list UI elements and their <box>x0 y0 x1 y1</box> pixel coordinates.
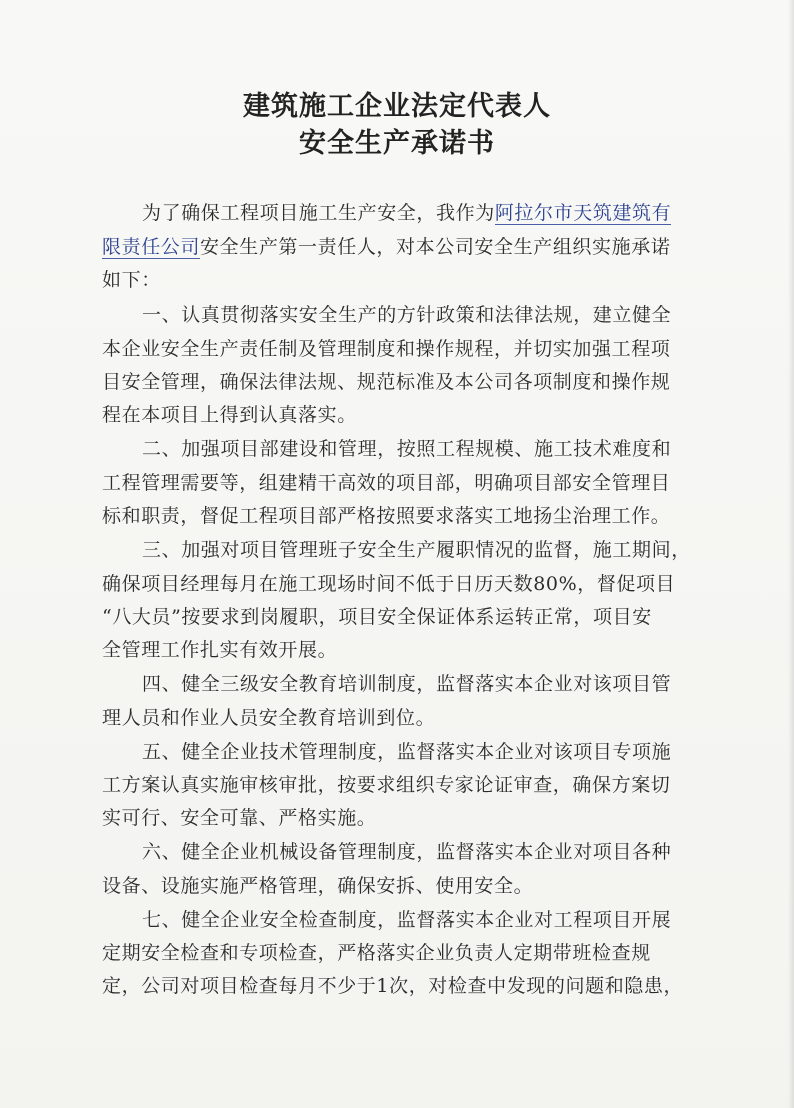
intro-prefix: 为了确保工程项目施工生产安全，我作为 <box>142 202 495 224</box>
body-line: 标和职责，督促工程项目部严格按照要求落实工地扬尘治理工作。 <box>102 505 671 527</box>
body-line: 三、加强对项目管理班子安全生产履职情况的监督，施工期间， <box>142 539 691 561</box>
body-line: 定期安全检查和专项检查，严格落实企业负责人定期带班检查规 <box>102 942 651 964</box>
body-line: 程在本项目上得到认真落实。 <box>102 404 357 426</box>
body-line: 定，公司对项目检查每月不少于1次，对检查中发现的问题和隐患， <box>102 975 684 997</box>
body-line: 确保项目经理每月在施工现场时间不低于日历天数80%，督促项目 <box>102 573 676 595</box>
body-line: 本企业安全生产责任制及管理制度和操作规程，并切实加强工程项 <box>102 338 671 360</box>
body-line: 一、认真贯彻落实安全生产的方针政策和法律法规，建立健全 <box>142 304 672 326</box>
body-line: 目安全管理，确保法律法规、规范标准及本公司各项制度和操作规 <box>102 371 671 393</box>
body-line: 二、加强项目部建设和管理，按照工程规模、施工技术难度和 <box>142 438 672 460</box>
body-line: 六、健全企业机械设备管理制度，监督落实本企业对项目各种 <box>142 841 672 863</box>
scan-edge-shadow <box>788 0 794 1108</box>
body-line: 七、健全企业安全检查制度，监督落实本企业对工程项目开展 <box>142 909 672 931</box>
body-line: 工程管理需要等，组建精干高效的项目部，明确项目部安全管理目 <box>102 472 671 494</box>
document-title-line-2: 安全生产承诺书 <box>299 128 495 159</box>
body-line: 实可行、安全可靠、严格实施。 <box>102 807 377 829</box>
intro-line-1 <box>142 198 671 225</box>
document-title-line-1: 建筑施工企业法定代表人 <box>243 91 551 122</box>
company-name-part-1: 阿拉尔市天筑建筑有 <box>494 202 672 224</box>
body-line: “八大员”按要求到岗履职，项目安全保证体系运转正常，项目安 <box>102 606 652 628</box>
intro-suffix: 安全生产第一责任人，对本公司安全生产组织实施承诺 <box>200 236 671 258</box>
company-name-part-2: 限责任公司 <box>102 236 201 258</box>
body-line: 设备、设施实施严格管理，确保安拆、使用安全。 <box>102 875 534 897</box>
body-line: 工方案认真实施审核审批，按要求组织专家论证审查，确保方案切 <box>102 774 671 796</box>
intro-line-3: 如下： <box>102 269 161 291</box>
body-line: 五、健全企业技术管理制度，监督落实本企业对该项目专项施 <box>142 741 672 763</box>
body-line: 理人员和作业人员安全教育培训到位。 <box>102 707 436 729</box>
body-line: 全管理工作扎实有效开展。 <box>102 639 338 661</box>
body-line: 四、健全三级安全教育培训制度，监督落实本企业对该项目管 <box>142 673 672 695</box>
intro-line-2 <box>102 232 670 259</box>
